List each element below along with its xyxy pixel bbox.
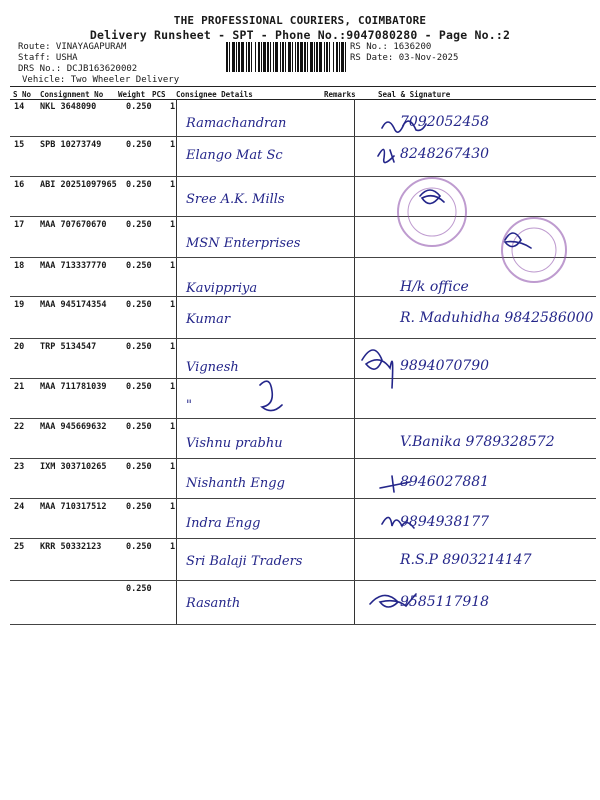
pieces-count: 1	[170, 502, 176, 512]
signature-row24	[382, 517, 414, 528]
pieces-count: 1	[170, 462, 176, 472]
weight-value: 0.250	[126, 584, 152, 594]
consignment-number: NKL 3648090	[40, 102, 97, 112]
pieces-count: 1	[170, 220, 176, 230]
signature-row16	[420, 190, 444, 204]
consignment-number: SPB 10273749	[40, 140, 102, 150]
col-header-seal: Seal & Signature	[378, 90, 451, 99]
pieces-count: 1	[170, 342, 176, 352]
handwritten-phone-note: R. Maduhidha 9842586000	[400, 310, 594, 326]
consignment-number: MAA 710317512	[40, 502, 107, 512]
weight-value: 0.250	[126, 382, 152, 392]
consignment-number: KRR 50332123	[40, 542, 102, 552]
consignee-handwritten-name: Vignesh	[186, 360, 239, 375]
serial-number: 24	[14, 502, 25, 512]
handwritten-phone-note: 9894070790	[400, 358, 490, 374]
consignment-number: MAA 711781039	[40, 382, 107, 392]
consignee-handwritten-name: Sree A.K. Mills	[186, 192, 285, 207]
weight-value: 0.250	[126, 140, 152, 150]
serial-number: 22	[14, 422, 25, 432]
pieces-count: 1	[170, 140, 176, 150]
weight-value: 0.250	[126, 422, 152, 432]
consignee-handwritten-name: Kavippriya	[186, 281, 258, 296]
serial-number: 20	[14, 342, 25, 352]
consignment-number: TRP 5134547	[40, 342, 97, 352]
signature-row15	[378, 149, 394, 162]
weight-value: 0.250	[126, 300, 152, 310]
signature-row21	[260, 381, 282, 410]
signature-row23	[380, 476, 410, 492]
signature-row14	[382, 121, 426, 132]
serial-number: 25	[14, 542, 25, 552]
handwritten-phone-note: 9585117918	[400, 594, 490, 610]
handwritten-phone-note: 8248267430	[400, 146, 490, 162]
weight-value: 0.250	[126, 342, 152, 352]
weight-value: 0.250	[126, 220, 152, 230]
consignee-handwritten-name: Elango Mat Sc	[186, 148, 283, 163]
weight-value: 0.250	[126, 102, 152, 112]
weight-value: 0.250	[126, 462, 152, 472]
consignment-number: MAA 945174354	[40, 300, 107, 310]
weight-value: 0.250	[126, 261, 152, 271]
handwritten-phone-note: 8946027881	[400, 474, 490, 490]
handwritten-phone-note: 9894938177	[400, 514, 490, 530]
col-header-consignee: Consignee Details	[176, 90, 253, 99]
consignee-handwritten-name: Nishanth Engg	[186, 476, 285, 491]
handwritten-phone-note: H/k office	[400, 279, 469, 295]
weight-value: 0.250	[126, 542, 152, 552]
consignee-handwritten-name: Vishnu prabhu	[186, 436, 283, 451]
pieces-count: 1	[170, 542, 176, 552]
handwritten-phone-note: V.Banika 9789328572	[400, 434, 555, 450]
serial-number: 23	[14, 462, 25, 472]
col-header-pcs: PCS	[152, 90, 166, 99]
signature-row-last	[370, 594, 416, 607]
route-label: Route: VINAYAGAPURAM	[18, 42, 127, 52]
col-header-remarks: Remarks	[324, 90, 356, 99]
signature-row17	[505, 233, 531, 248]
serial-number: 21	[14, 382, 25, 392]
pieces-count: 1	[170, 300, 176, 310]
serial-number: 17	[14, 220, 25, 230]
consignment-number: MAA 713337770	[40, 261, 107, 271]
consignee-handwritten-name: MSN Enterprises	[186, 236, 301, 251]
consignee-handwritten-name: Rasanth	[186, 596, 241, 611]
weight-value: 0.250	[126, 502, 152, 512]
col-header-consignment: Consignment No	[40, 90, 104, 99]
consignment-number: MAA 945669632	[40, 422, 107, 432]
consignment-number: IXM 303710265	[40, 462, 107, 472]
serial-number: 14	[14, 102, 25, 112]
serial-number: 19	[14, 300, 25, 310]
consignment-number: MAA 707670670	[40, 220, 107, 230]
consignee-handwritten-name: Ramachandran	[186, 116, 287, 131]
col-header-sno: S No	[13, 90, 32, 99]
consignee-handwritten-name: Indra Engg	[186, 516, 261, 531]
consignee-handwritten-name: Kumar	[186, 312, 231, 327]
pieces-count: 1	[170, 180, 176, 190]
serial-number: 18	[14, 261, 25, 271]
serial-number: 15	[14, 140, 25, 150]
handwritten-phone-note: R.S.P 8903214147	[400, 552, 532, 568]
runsheet-subtitle: Delivery Runsheet - SPT - Phone No.:9047080280 - Page No.:2	[89, 28, 511, 42]
weight-value: 0.250	[126, 180, 152, 190]
handwritten-phone-note: 7092052458	[400, 114, 490, 130]
serial-number: 16	[14, 180, 25, 190]
drs-number: DRS No.: DCJB163620002	[18, 64, 138, 74]
signature-row20	[362, 350, 393, 388]
company-title: THE PROFESSIONAL COURIERS, COIMBATORE	[173, 14, 427, 27]
rs-number: RS No.: 1636200	[350, 42, 432, 52]
consignee-handwritten-name: Sri Balaji Traders	[186, 554, 303, 569]
col-header-weight: Weight	[118, 90, 146, 99]
vehicle-label: Vehicle: Two Wheeler Delivery	[22, 75, 180, 85]
consignment-number: ABI 20251097965	[40, 180, 117, 190]
consignee-handwritten-name: "	[186, 398, 192, 413]
pieces-count: 1	[170, 382, 176, 392]
pieces-count: 1	[170, 422, 176, 432]
pieces-count: 1	[170, 102, 176, 112]
rs-date: RS Date: 03-Nov-2025	[350, 53, 459, 63]
staff-label: Staff: USHA	[18, 53, 78, 63]
pieces-count: 1	[170, 261, 176, 271]
